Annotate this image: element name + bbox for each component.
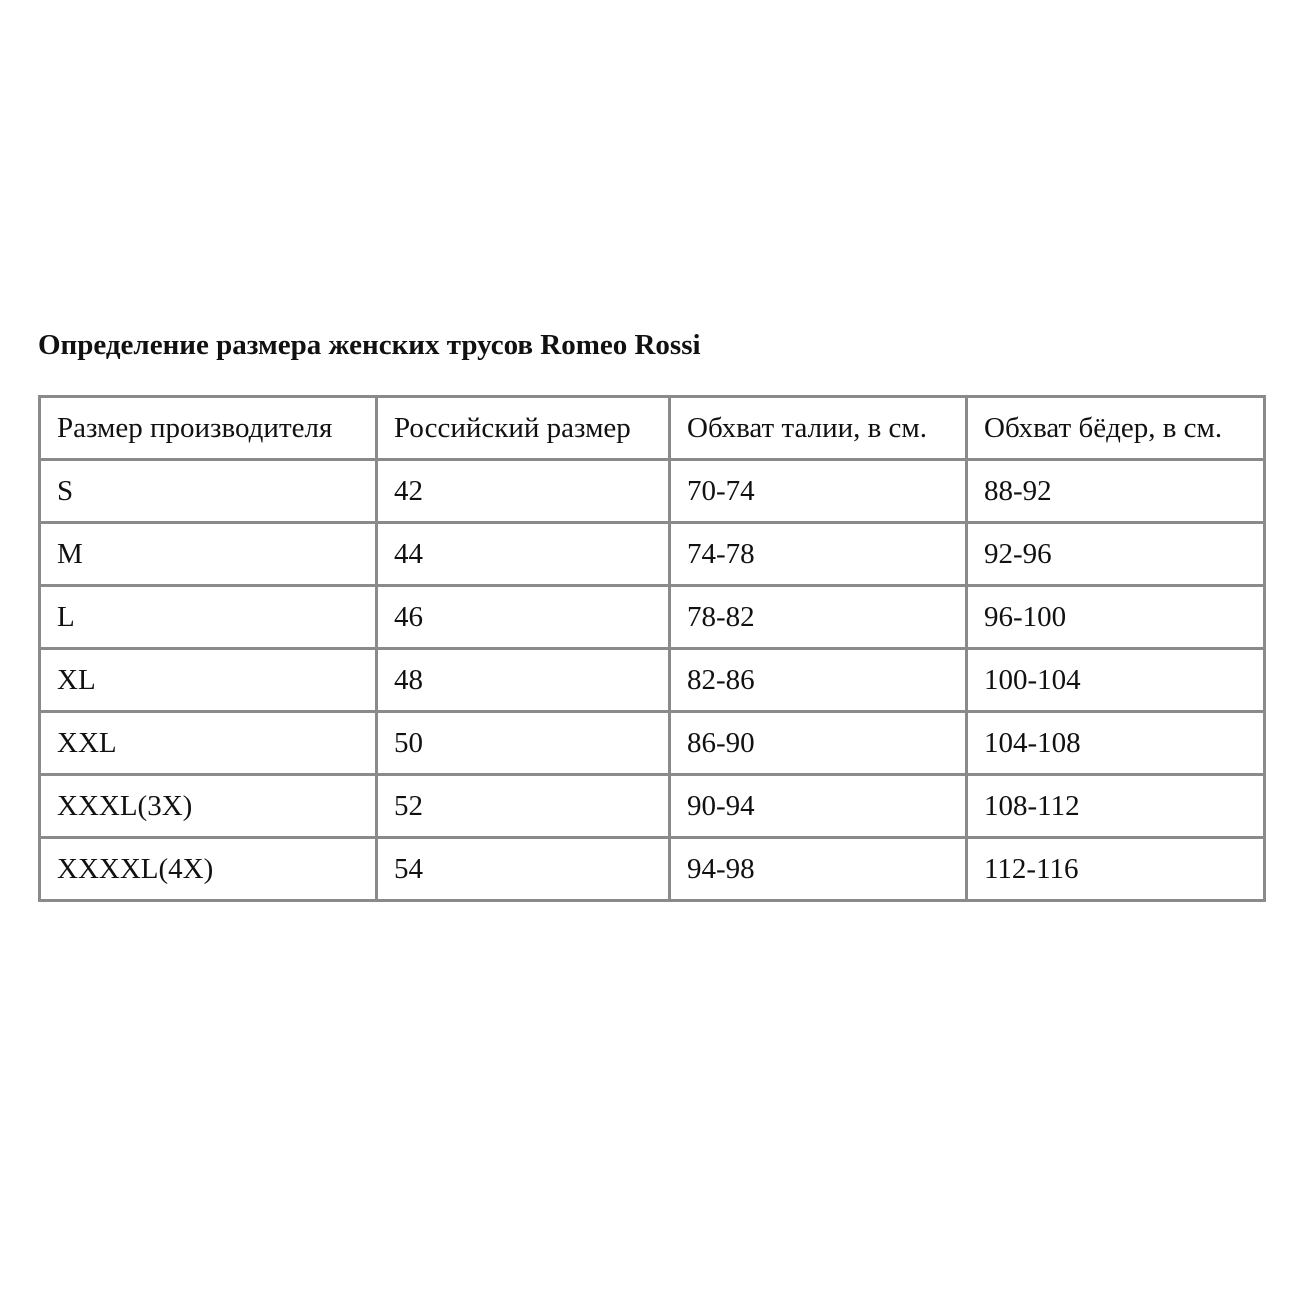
table-row xyxy=(40,775,1265,838)
cell-manufacturer-size: S xyxy=(40,460,377,523)
cell-manufacturer-size: XL xyxy=(40,649,377,712)
cell-russian-size: 44 xyxy=(377,523,670,586)
cell-hips: 104-108 xyxy=(967,712,1265,775)
table-row xyxy=(40,649,1265,712)
cell-russian-size: 52 xyxy=(377,775,670,838)
cell-hips: 108-112 xyxy=(967,775,1265,838)
table-row xyxy=(40,712,1265,775)
cell-russian-size: 54 xyxy=(377,838,670,901)
table-header-row xyxy=(40,397,1265,460)
page-title: Определение размера женских трусов Romeo Rossi xyxy=(38,329,701,361)
header-hips: Обхват бёдер, в см. xyxy=(967,397,1265,460)
size-chart-table xyxy=(38,395,1266,902)
header-manufacturer-size: Размер производителя xyxy=(40,397,377,460)
cell-waist: 74-78 xyxy=(670,523,967,586)
table-row xyxy=(40,586,1265,649)
cell-waist: 78-82 xyxy=(670,586,967,649)
cell-russian-size: 50 xyxy=(377,712,670,775)
table-row xyxy=(40,460,1265,523)
cell-manufacturer-size: L xyxy=(40,586,377,649)
cell-hips: 92-96 xyxy=(967,523,1265,586)
header-russian-size: Российский размер xyxy=(377,397,670,460)
table-row xyxy=(40,838,1265,901)
cell-waist: 82-86 xyxy=(670,649,967,712)
cell-waist: 90-94 xyxy=(670,775,967,838)
cell-russian-size: 48 xyxy=(377,649,670,712)
cell-waist: 70-74 xyxy=(670,460,967,523)
cell-hips: 100-104 xyxy=(967,649,1265,712)
table-row xyxy=(40,523,1265,586)
header-waist: Обхват талии, в см. xyxy=(670,397,967,460)
cell-waist: 94-98 xyxy=(670,838,967,901)
cell-manufacturer-size: XXL xyxy=(40,712,377,775)
cell-hips: 96-100 xyxy=(967,586,1265,649)
cell-manufacturer-size: M xyxy=(40,523,377,586)
cell-hips: 112-116 xyxy=(967,838,1265,901)
cell-manufacturer-size: XXXL(3X) xyxy=(40,775,377,838)
cell-russian-size: 46 xyxy=(377,586,670,649)
cell-manufacturer-size: XXXXL(4X) xyxy=(40,838,377,901)
cell-hips: 88-92 xyxy=(967,460,1265,523)
cell-waist: 86-90 xyxy=(670,712,967,775)
cell-russian-size: 42 xyxy=(377,460,670,523)
